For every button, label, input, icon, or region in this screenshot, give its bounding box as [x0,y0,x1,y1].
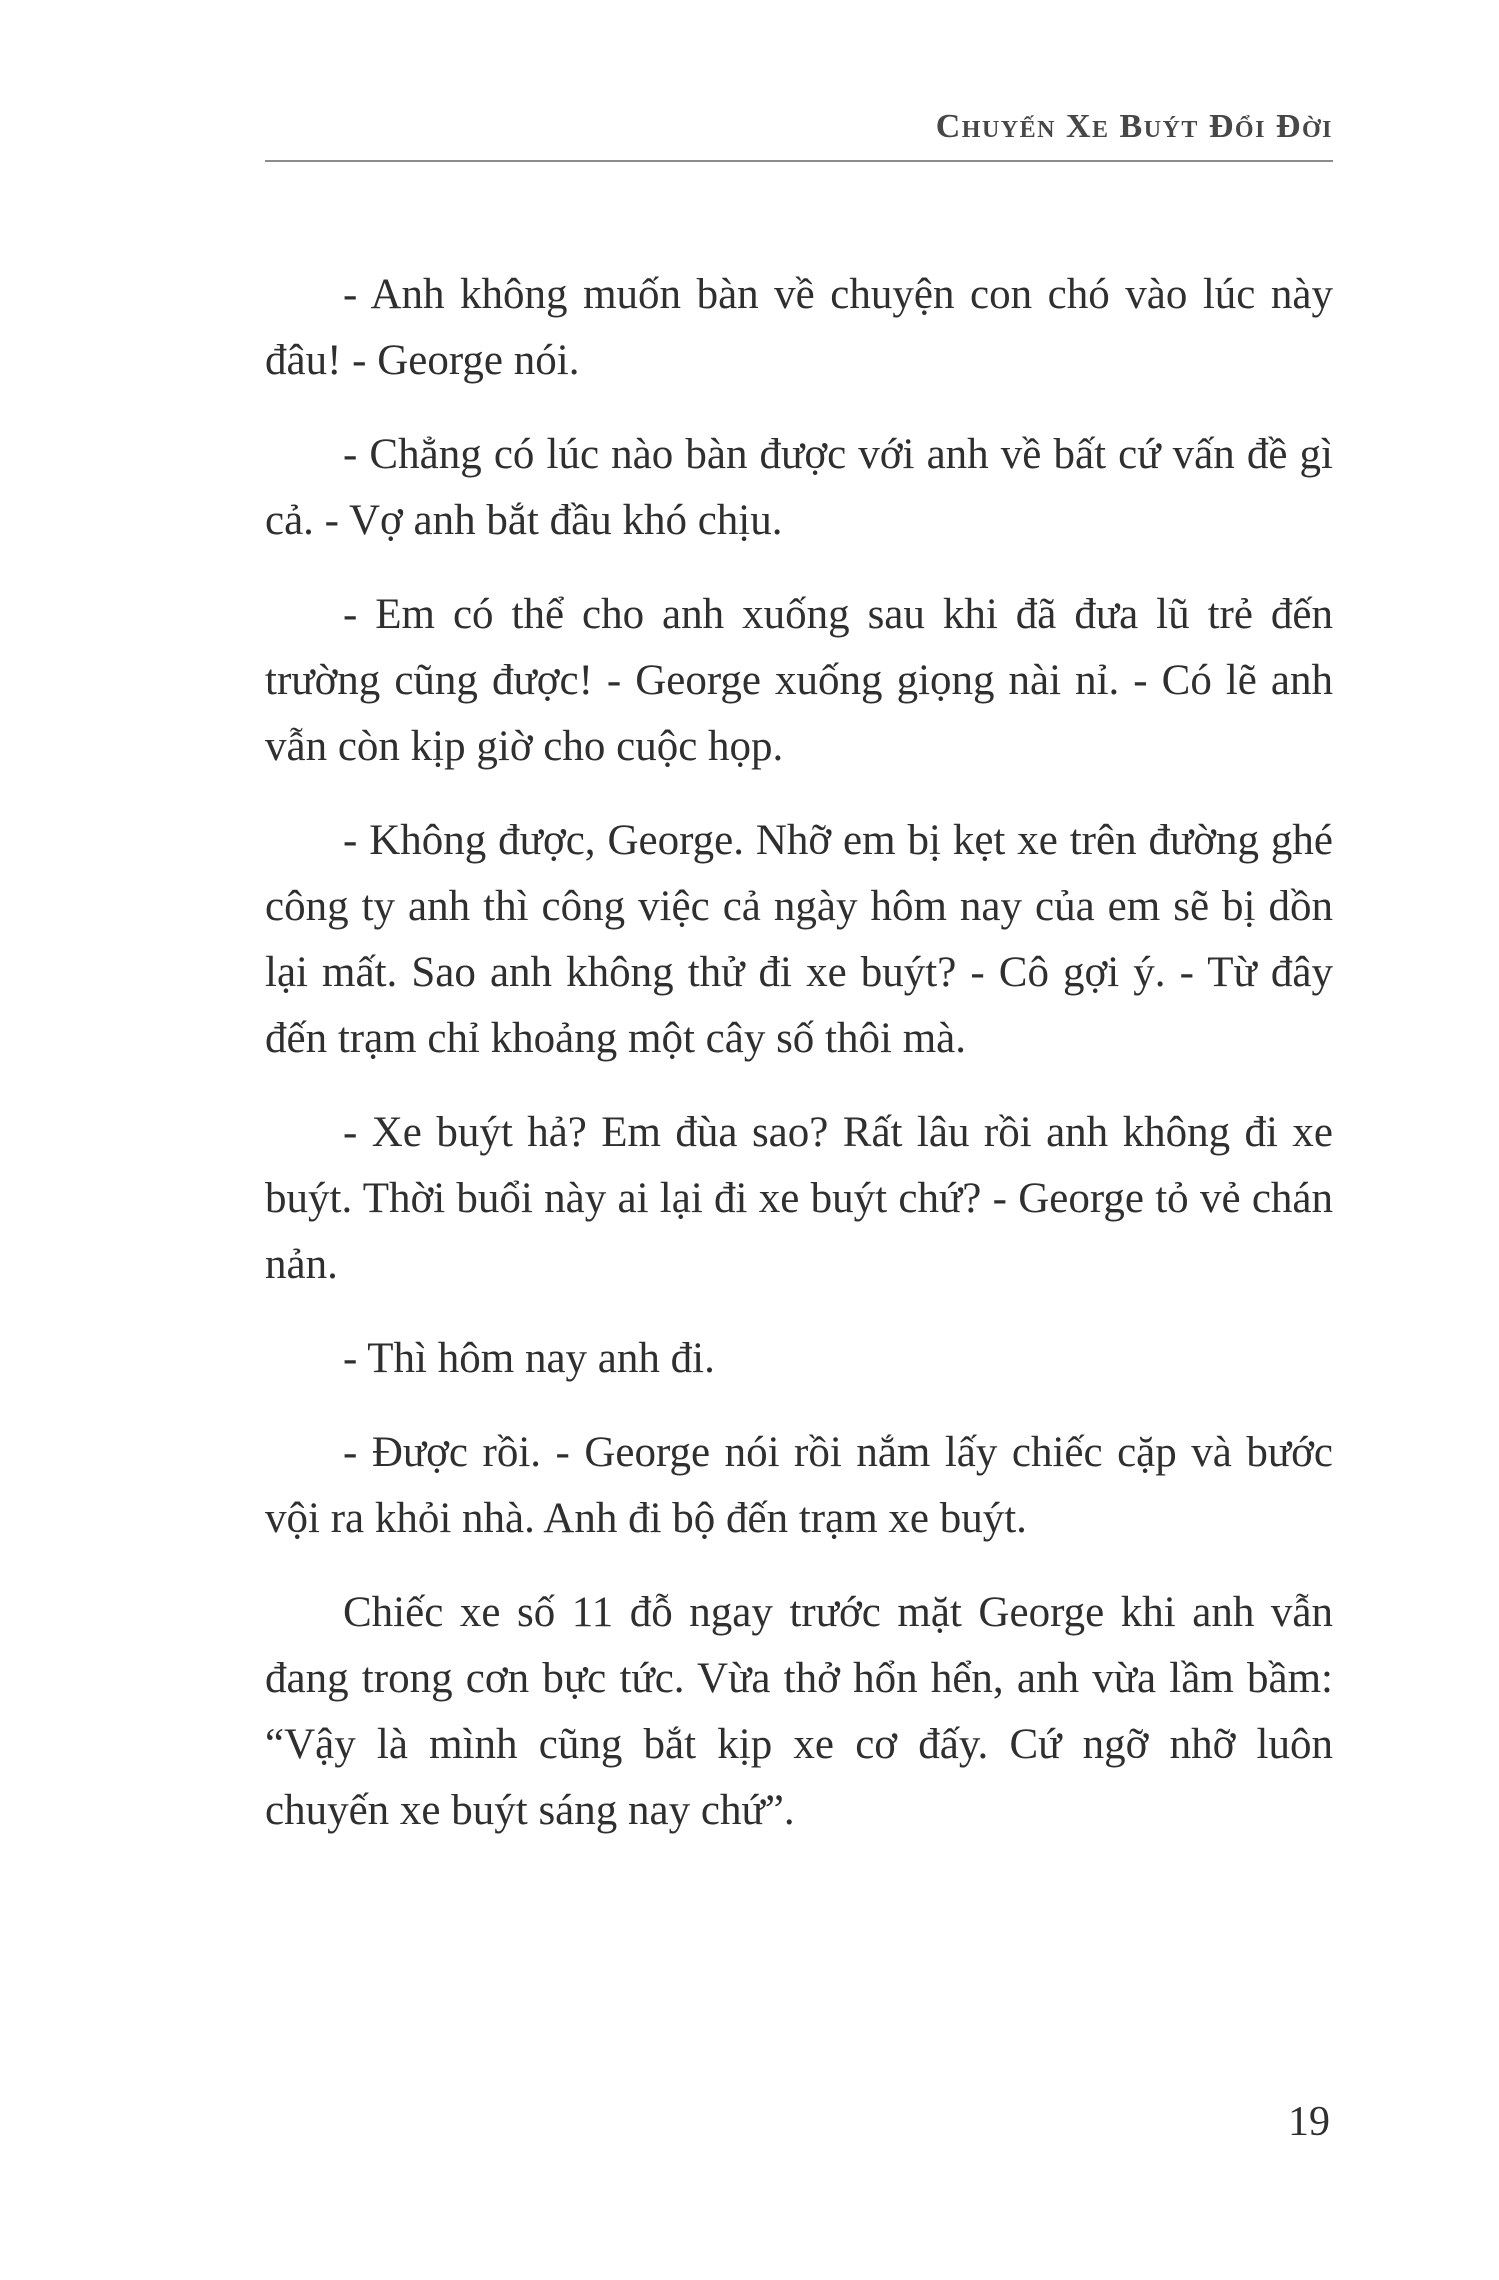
paragraph: - Không được, George. Nhỡ em bị kẹt xe trên đường ghé công ty anh thì công việc cả ngày hôm nay của em sẽ bị dồn lại mất. Sao anh không thử đi xe buýt? - Cô gợi ý. - Từ đây đến trạm chỉ khoảng một cây số thôi mà. [265,817,1333,1062]
chapter-title: Chuyến Xe Buýt Đổi Đời [935,108,1333,145]
page-header [265,108,1333,162]
page-number: 19 [1288,2099,1330,2145]
paragraph: - Được rồi. - George nói rồi nắm lấy chiếc cặp và bước vội ra khỏi nhà. Anh đi bộ đến trạm xe buýt. [265,1429,1333,1542]
page-body [265,262,1333,1872]
paragraph: - Thì hôm nay anh đi. [343,1335,715,1382]
paragraph: - Xe buýt hả? Em đùa sao? Rất lâu rồi anh không đi xe buýt. Thời buổi này ai lại đi xe buýt chứ? - George tỏ vẻ chán nản. [265,1109,1333,1288]
paragraph: - Chẳng có lúc nào bàn được với anh về bất cứ vấn đề gì cả. - Vợ anh bắt đầu khó chịu. [265,431,1333,544]
paragraph: - Em có thể cho anh xuống sau khi đã đưa lũ trẻ đến trường cũng được! - George xuống giọng nài nỉ. - Có lẽ anh vẫn còn kịp giờ cho cuộc họp. [265,591,1333,770]
paragraph: Chiếc xe số 11 đỗ ngay trước mặt George khi anh vẫn đang trong cơn bực tức. Vừa thở hổn hển, anh vừa lầm bầm: “Vậy là mình cũng bắt kịp xe cơ đấy. Cứ ngỡ nhỡ luôn chuyến xe buýt sáng nay chứ”. [265,1589,1333,1834]
paragraph: - Anh không muốn bàn về chuyện con chó vào lúc này đâu! - George nói. [265,271,1333,384]
